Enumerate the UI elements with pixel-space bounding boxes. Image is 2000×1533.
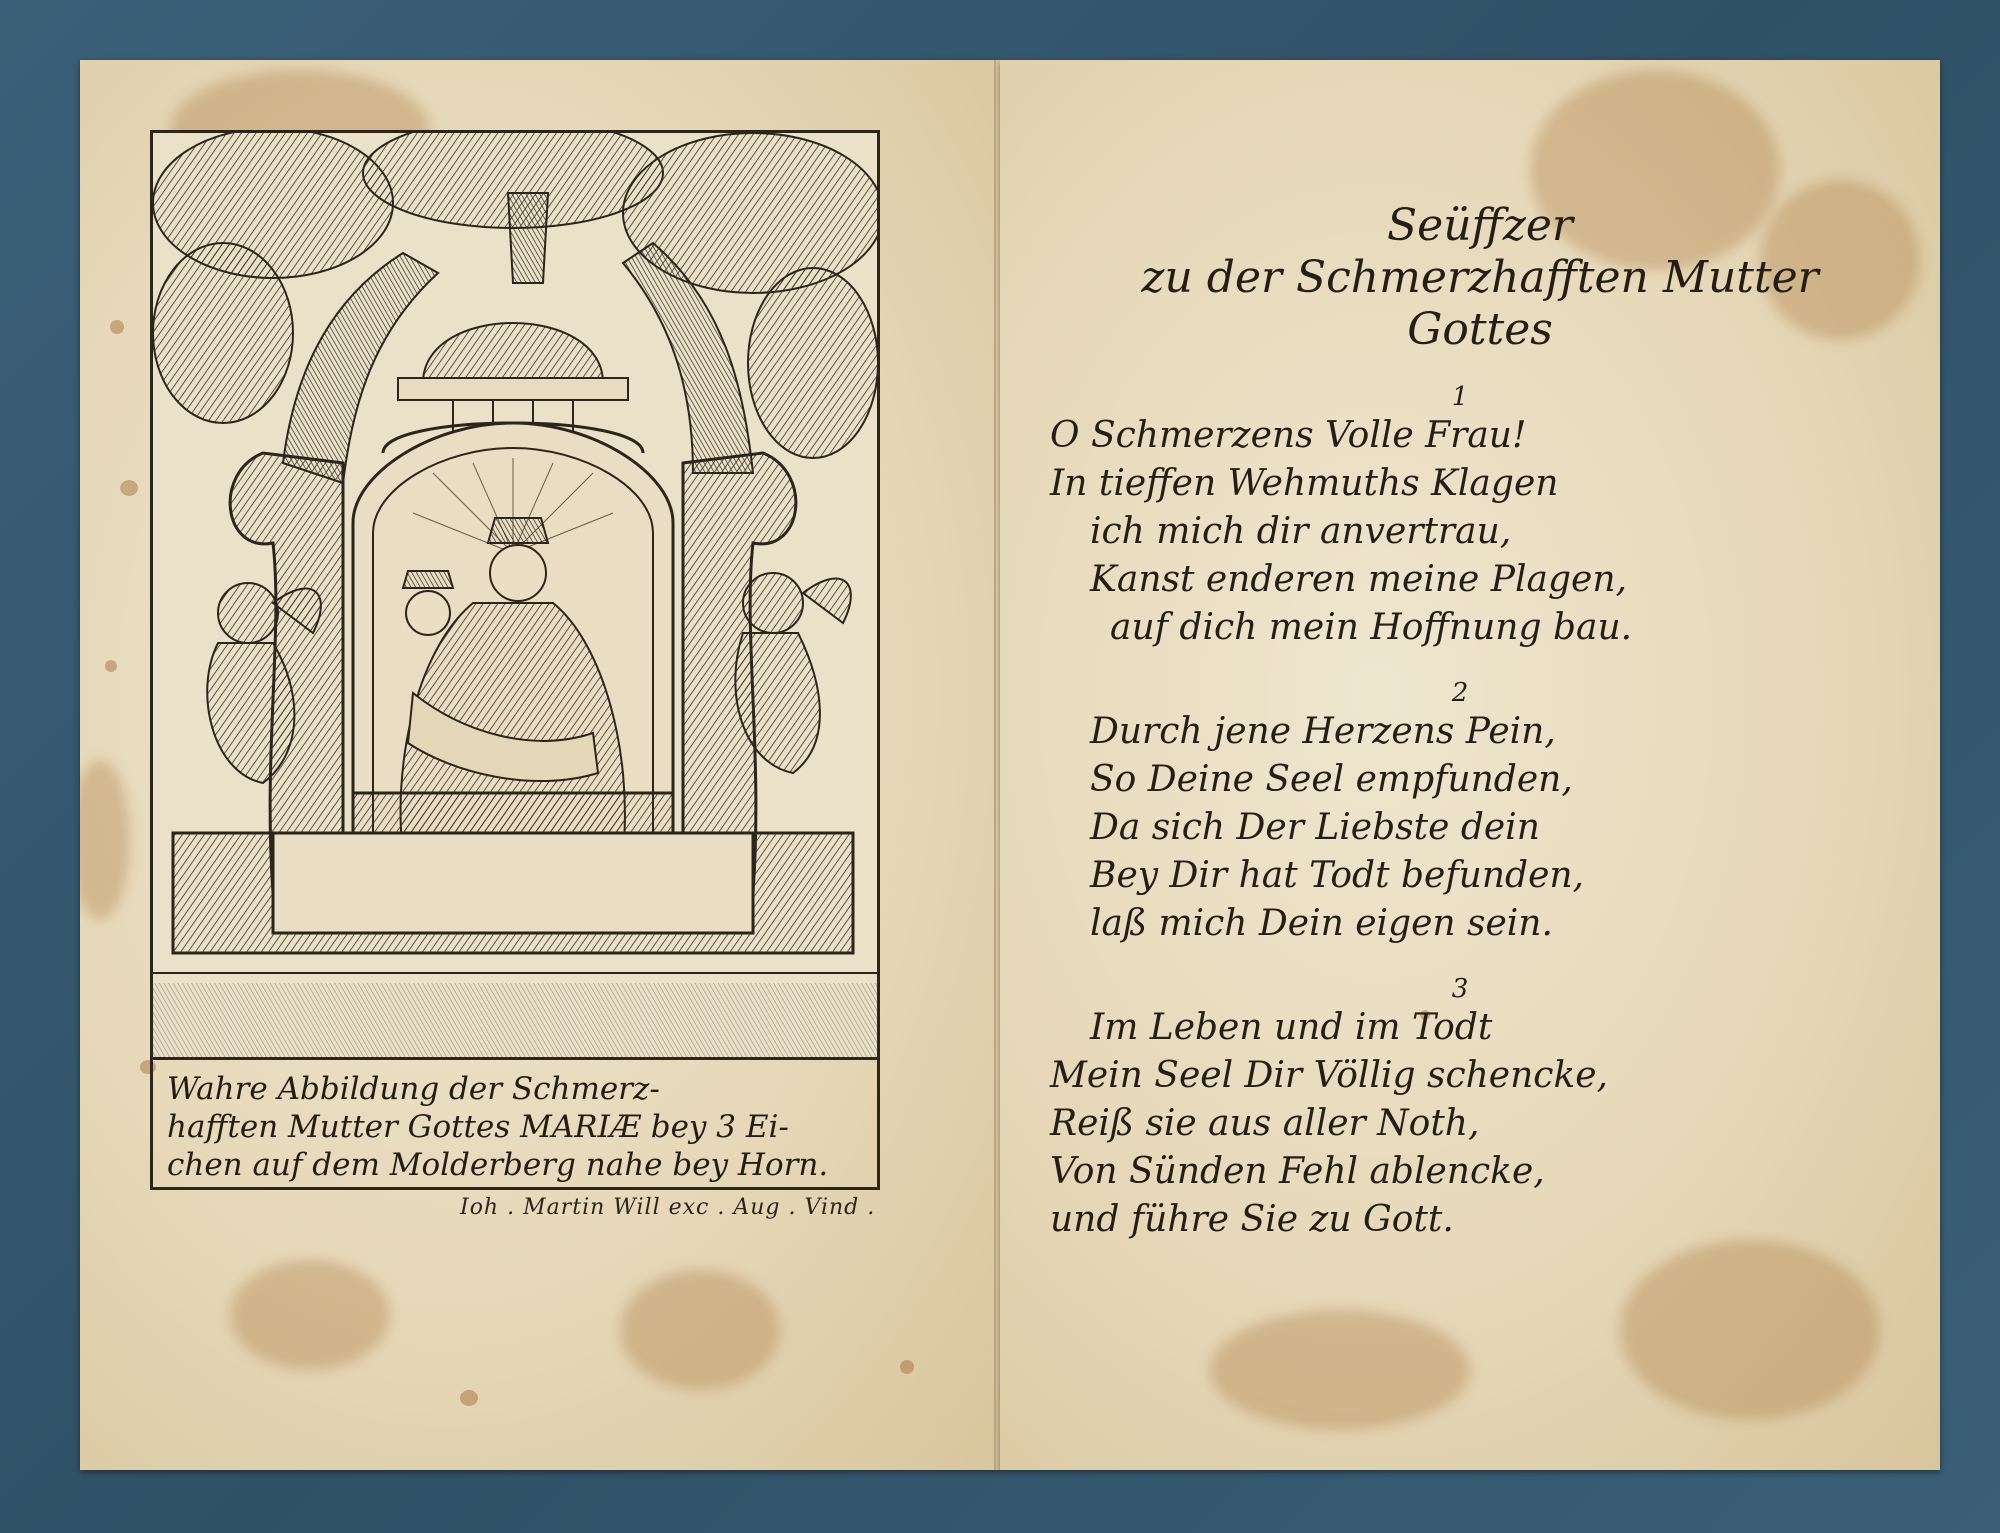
poem-title-line: Seüffzer (1387, 200, 1573, 251)
poem-title-line: zu der Schmerzhafften Mutter (1141, 252, 1819, 303)
caption-line: hafften Mutter Gottes MARIÆ bey 3 Ei- (167, 1109, 789, 1145)
verse-line: Durch jene Herzens Pein, (1090, 711, 1556, 752)
verse-line: In tieffen Wehmuths Klagen (1050, 463, 1559, 504)
verse-line: Bey Dir hat Todt befunden, (1090, 855, 1584, 896)
poem-title (1050, 200, 1910, 356)
verse-line: und führe Sie zu Gott. (1050, 1199, 1454, 1240)
caption-line: chen auf dem Molderberg nahe bey Horn. (167, 1147, 829, 1183)
foxing-spot (900, 1360, 914, 1374)
verse-line: O Schmerzens Volle Frau! (1050, 415, 1527, 456)
verse-line: auf dich mein Hoffnung bau. (1110, 607, 1633, 648)
stain (620, 1270, 780, 1390)
engraver-imprint: Ioh . Martin Will exc . Aug . Vind . (460, 1195, 876, 1220)
foxing-spot (110, 320, 124, 334)
foxing-spot (120, 480, 138, 496)
stanza-2 (1050, 678, 1910, 948)
stanza-number: 2 (1451, 678, 1469, 708)
verse-line: ich mich dir anvertrau, (1090, 511, 1512, 552)
caption-line: Wahre Abbildung der Schmerz- (167, 1071, 660, 1107)
stanza-number: 3 (1451, 974, 1469, 1004)
stanza-3 (1050, 974, 1910, 1244)
engraving-illustration (153, 133, 877, 1057)
foxing-spot (105, 660, 117, 672)
foxing-spot (460, 1390, 478, 1406)
verse-line: Von Sünden Fehl ablencke, (1050, 1151, 1545, 1192)
verse-line: So Deine Seel empfunden, (1090, 759, 1573, 800)
verse-line: Da sich Der Liebste dein (1090, 807, 1540, 848)
verse-line: Kanst enderen meine Plagen, (1090, 559, 1627, 600)
stain (80, 760, 130, 920)
engraving-pieta-shrine (150, 130, 880, 1060)
stain (1620, 1240, 1880, 1420)
stain (230, 1260, 390, 1370)
verse-line: Im Leben und im Todt (1090, 1007, 1493, 1048)
engraving-caption (150, 1060, 880, 1190)
verse-line: laß mich Dein eigen sein. (1090, 903, 1553, 944)
tree-canopy (153, 133, 877, 458)
verse-line: Mein Seel Dir Völlig schencke, (1050, 1055, 1608, 1096)
verse-line: Reiß sie aus aller Noth, (1050, 1103, 1480, 1144)
stanza-1 (1050, 382, 1910, 652)
poem (1050, 200, 1910, 1244)
poem-title-line: Gottes (1407, 304, 1553, 355)
center-fold (994, 60, 996, 1470)
stanza-number: 1 (1451, 382, 1469, 412)
stain (1210, 1310, 1470, 1430)
